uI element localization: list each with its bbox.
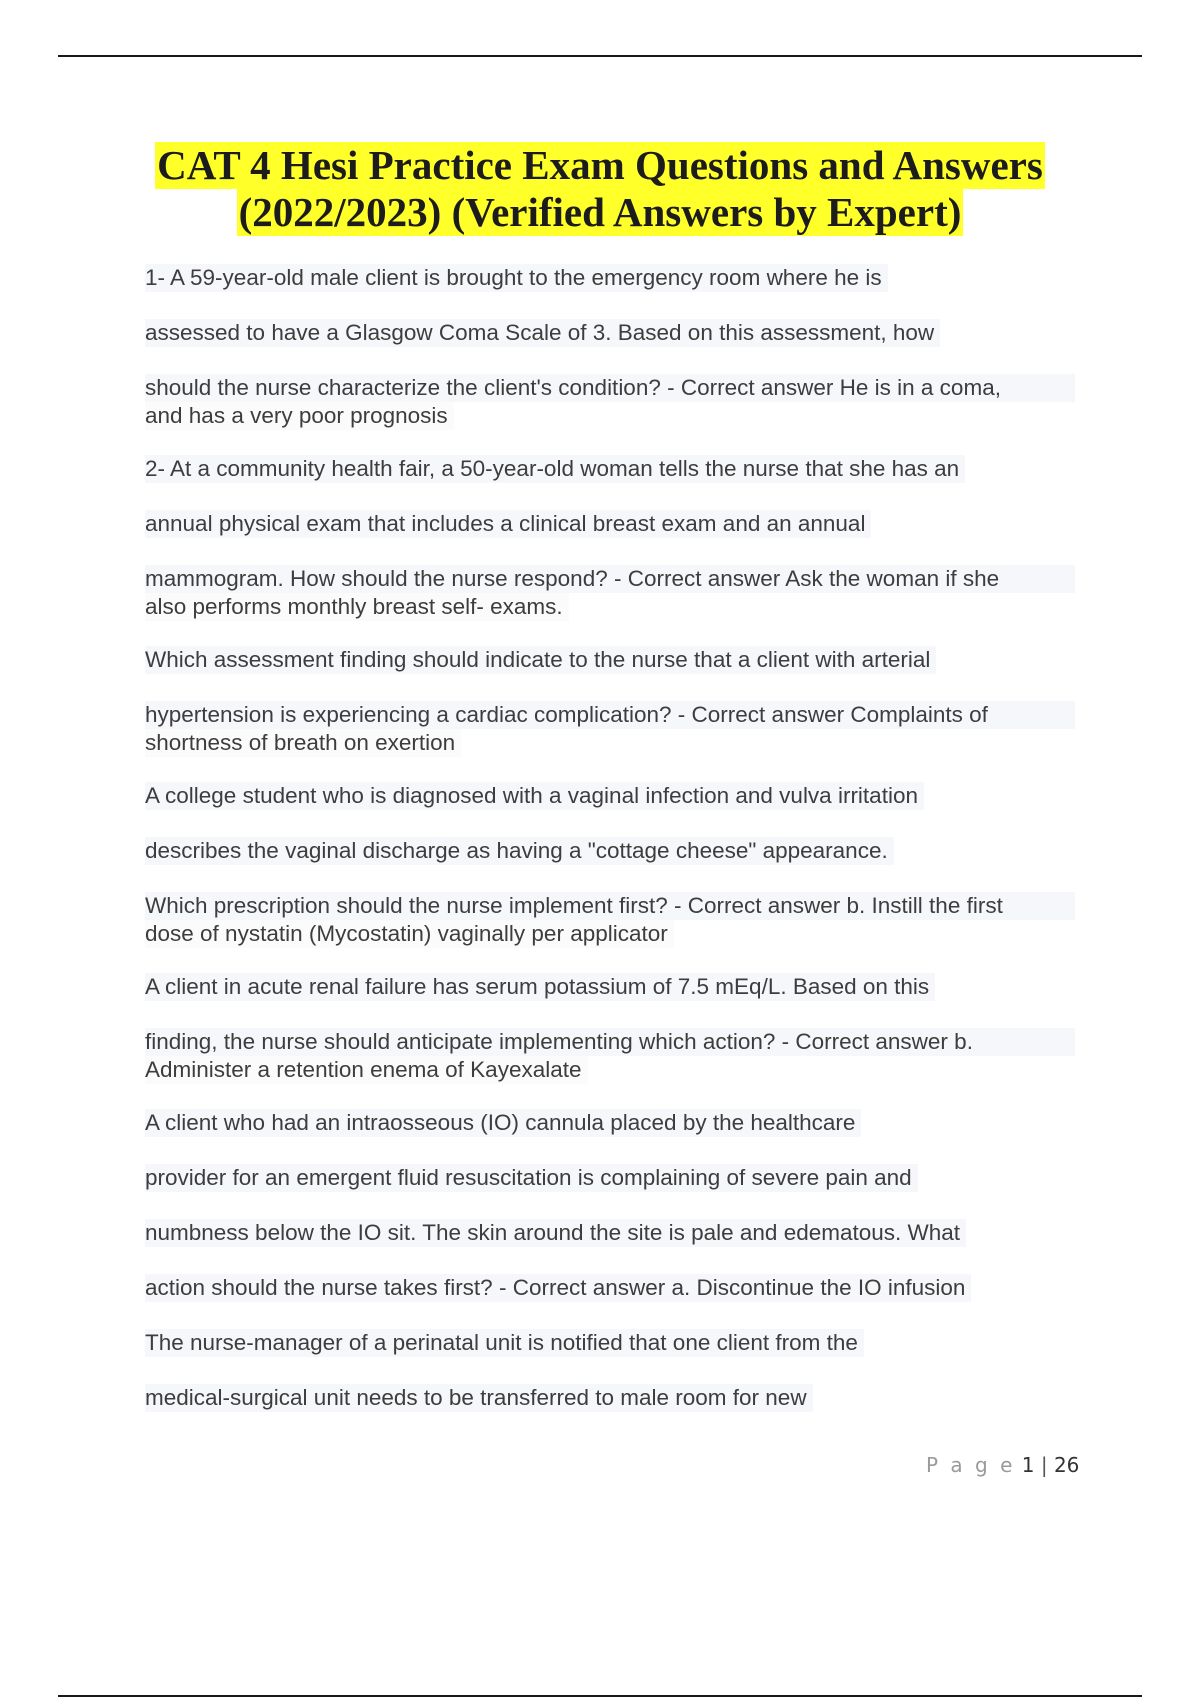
text-line: finding, the nurse should anticipate implementing which action? - Correct answer b. [145, 1028, 1075, 1056]
text-line: describes the vaginal discharge as having a "cottage cheese" appearance. [145, 837, 1075, 865]
text-line: hypertension is experiencing a cardiac complication? - Correct answer Complaints of [145, 701, 1075, 729]
document-body [145, 264, 1075, 1439]
text-line: should the nurse characterize the client's condition? - Correct answer He is in a coma, [145, 374, 1075, 402]
text-line: action should the nurse takes first? - Correct answer a. Discontinue the IO infusion [145, 1274, 1075, 1302]
title-line-2: (2022/2023) (Verified Answers by Expert) [238, 189, 962, 235]
text-line: also performs monthly breast self- exams. [145, 593, 569, 621]
text-line: The nurse-manager of a perinatal unit is notified that one client from the [145, 1329, 1075, 1357]
text-line: 1- A 59-year-old male client is brought to the emergency room where he is [145, 264, 1075, 292]
text-block [145, 701, 1075, 757]
text-line: shortness of breath on exertion [145, 729, 461, 757]
text-block [145, 565, 1075, 621]
text-line: numbness below the IO sit. The skin around the site is pale and edematous. What [145, 1219, 1075, 1247]
text-line: annual physical exam that includes a clinical breast exam and an annual [145, 510, 1075, 538]
page-word: P a g e [926, 1453, 1016, 1477]
text-line: assessed to have a Glasgow Coma Scale of 3. Based on this assessment, how [145, 319, 1075, 347]
current-page: 1 [1021, 1453, 1035, 1477]
text-line: Administer a retention enema of Kayexalate [145, 1056, 588, 1084]
text-block [145, 374, 1075, 430]
text-line: and has a very poor prognosis [145, 402, 454, 430]
page-number [926, 1453, 1079, 1477]
text-line: dose of nystatin (Mycostatin) vaginally per applicator [145, 920, 674, 948]
footer-rule [58, 1695, 1142, 1697]
text-line: 2- At a community health fair, a 50-year-old woman tells the nurse that she has an [145, 455, 1075, 483]
text-line: A client in acute renal failure has serum potassium of 7.5 mEq/L. Based on this [145, 973, 1075, 1001]
page-separator: | [1040, 1453, 1048, 1477]
text-line: medical-surgical unit needs to be transferred to male room for new [145, 1384, 1075, 1412]
text-line: A client who had an intraosseous (IO) cannula placed by the healthcare [145, 1109, 1075, 1137]
text-line: provider for an emergent fluid resuscitation is complaining of severe pain and [145, 1164, 1075, 1192]
text-line: Which assessment finding should indicate to the nurse that a client with arterial [145, 646, 1075, 674]
header-rule [58, 55, 1142, 57]
text-block [145, 892, 1075, 948]
document-title [0, 142, 1200, 236]
text-block [145, 1028, 1075, 1084]
text-line: A college student who is diagnosed with a vaginal infection and vulva irritation [145, 782, 1075, 810]
text-line: Which prescription should the nurse implement first? - Correct answer b. Instill the first [145, 892, 1075, 920]
title-line-1: CAT 4 Hesi Practice Exam Questions and Answers [157, 142, 1043, 188]
text-line: mammogram. How should the nurse respond? - Correct answer Ask the woman if she [145, 565, 1075, 593]
total-pages: 26 [1053, 1453, 1080, 1477]
